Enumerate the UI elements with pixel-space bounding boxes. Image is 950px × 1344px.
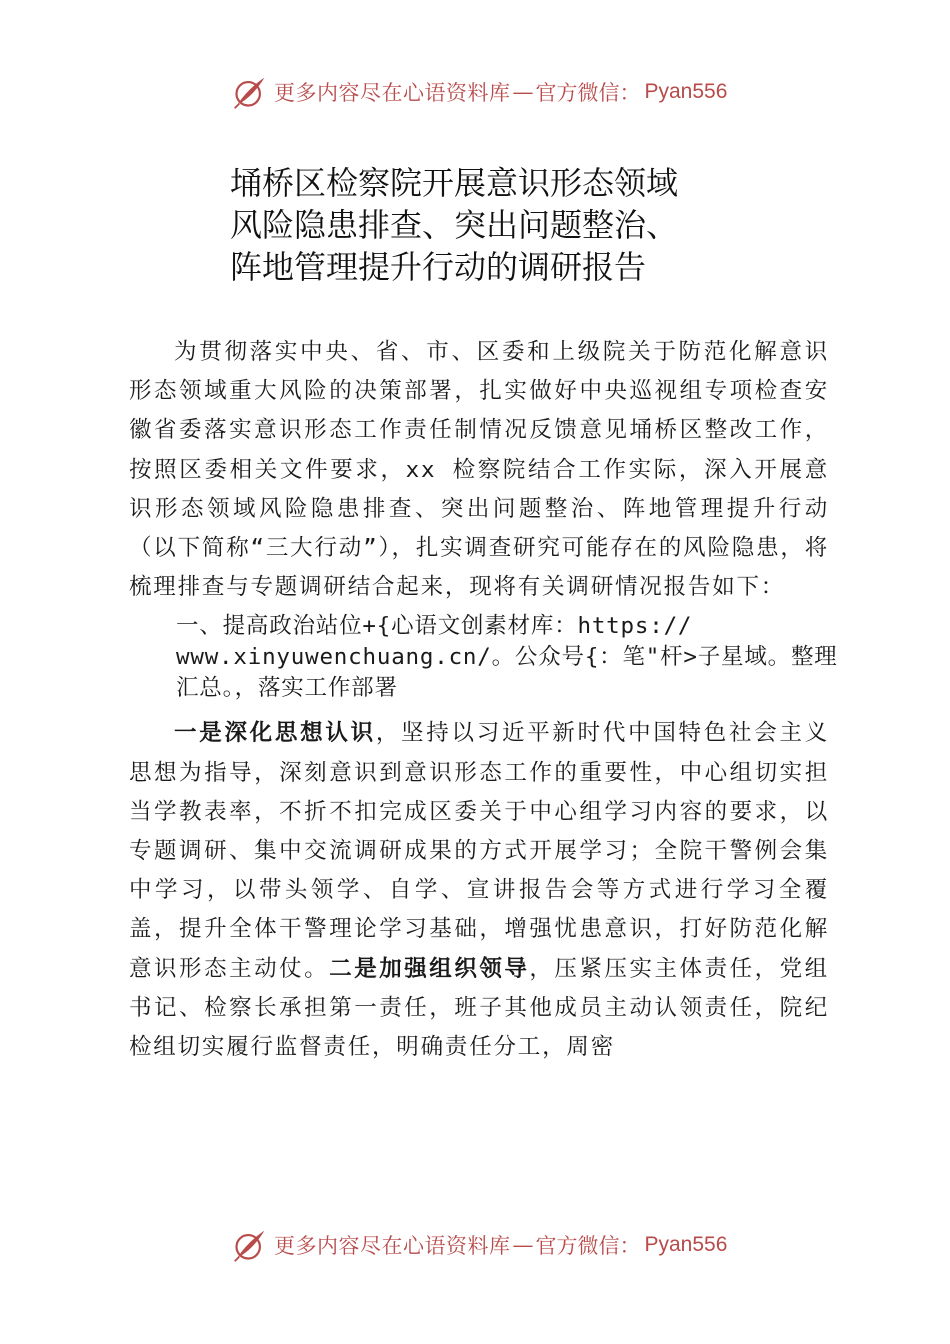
quill-logo-icon [232, 74, 268, 110]
title-line: 阵地管理提升行动的调研报告 [230, 248, 647, 286]
footer-banner [232, 1225, 727, 1265]
paragraph-text: ，压紧压实主体责任，党组书记、检察长承担第一责任，班子其他成员主动认领责任，院纪检组切实履行监督责任，明确责任分工，周密 [129, 955, 829, 1061]
document-title [230, 162, 790, 288]
heading-line: 汇总。，落实工作部署 [176, 675, 398, 702]
section-1-paragraph [129, 714, 829, 1067]
header-banner [232, 72, 727, 112]
title-line: 埇桥区检察院开展意识形态领域 [230, 164, 679, 202]
heading-line: 一、提高政治站位+{心语文创素材库：https:// [176, 613, 693, 640]
banner-text: 更多内容尽在心语资料库 [274, 81, 511, 105]
lead-phrase: 一是深化思想认识 [174, 720, 376, 747]
intro-paragraph: 为贯彻落实中央、省、市、区委和上级院关于防范化解意识形态领域重大风险的决策部署，扎实做好中央巡视组专项检查安徽省委落实意识形态工作责任制情况反馈意见埇桥区整改工作，按照区委相关文件要求，xx 检察院结合工作实际，深入开展意识形态领域风险隐患排查、突出问题整治、阵地管理提升行动（以下简称“三大行动”），扎实调查研究可能存在的风险隐患，将梳理排查与专题调研结合起来，现将有关调研情况报告如下： [129, 339, 829, 601]
banner-wechat-label: 官方微信： [535, 81, 641, 105]
paragraph-text: ，坚持以习近平新时代中国特色社会主义思想为指导，深刻意识到意识形态工作的重要性，中心组切实担当学教表率，不折不扣完成区委关于中心组学习内容的要求，以专题调研、集中交流调研成果的方式开展学习；全院干警例会集中学习，以带头领学、自学、宣讲报告会等方式进行学习全覆盖，提升全体干警理论学习基础，增强忧患意识，打好防范化解意识形态主动仗。 [129, 720, 829, 982]
section-1-heading [129, 611, 838, 704]
banner-text: 更多内容尽在心语资料库 [274, 1234, 511, 1258]
banner-wechat-id: Pyan556 [644, 1233, 728, 1256]
lead-phrase: 二是加强组织领导 [329, 955, 530, 982]
quill-logo-icon [232, 1227, 268, 1263]
banner-wechat-id: Pyan556 [644, 80, 728, 103]
document-body [129, 333, 838, 1067]
banner-wechat-label: 官方微信： [535, 1234, 641, 1258]
banner-separator: — [512, 1233, 534, 1257]
title-line: 风险隐患排查、突出问题整治、 [230, 206, 679, 244]
heading-line: www.xinyuwenchuang.cn/。公众号{：笔"杆>子星域。整理 [176, 644, 838, 671]
banner-separator: — [512, 80, 534, 104]
